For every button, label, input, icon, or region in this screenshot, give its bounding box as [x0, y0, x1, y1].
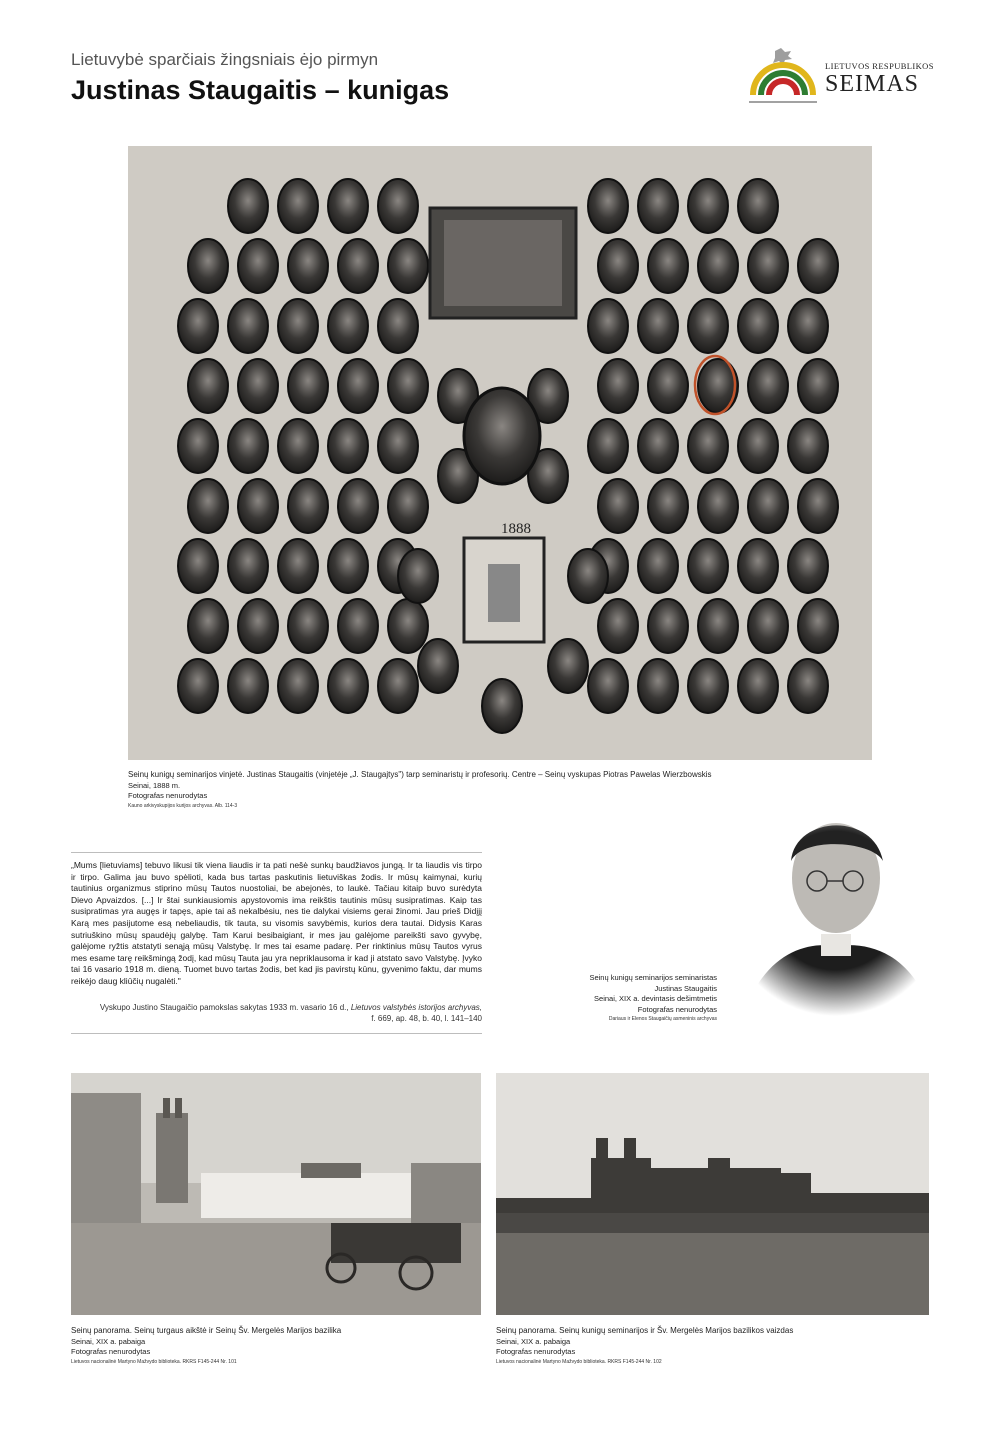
portrait-oval: [598, 239, 638, 293]
portrait-oval: [788, 419, 828, 473]
panorama1-caption: [71, 1326, 341, 1367]
vignette-caption-text: Seinų kunigų seminarijos vinjetė. Justinas Staugaitis (vinjetėje „J. Staugajtys") tarp seminaristų ir profesorių. Centre – Seinų vyskupas Piotras Pawelas Wierzbowskis: [128, 770, 712, 779]
panorama2-place-date: Seinai, XIX a. pabaiga: [496, 1336, 571, 1346]
panorama2-photographer: Fotografas nenurodytas: [496, 1347, 576, 1356]
panorama2-source: Lietuvos nacionalinė Martyno Mažvydo biblioteka. RKRS F145-244 Nr. 102: [496, 1358, 662, 1365]
panorama1-source: Lietuvos nacionalinė Martyno Mažvydo biblioteka. RKRS F145-244 Nr. 101: [71, 1358, 237, 1365]
portrait-oval: [598, 599, 638, 653]
portrait-oval: [328, 179, 368, 233]
portrait-oval: [588, 419, 628, 473]
quote-text: „Mums [lietuviams] tebuvo likusi tik viena liaudis ir ta pati nešė sunkų baudžiavos jungą. Ir ta liaudis vis tirpo ir tirpo. Galima jau buvo spėlioti, kada bus tartas paskutinis lietuviškas žodis. Ir mūsų kaimynai, kurių tautinius organizmus stiprino mūsų Tautos nuostoliai, be abejonės, to laukė. Tačiau kitaip buvo surėdyta Dievo Apvaizdos. [...] Ir štai sunkiausiomis apystovomis ima reikštis tautinis mūsų susipratimas. Kaip tas susipratimas yra augęs ir tapęs, apie tai aš nekalbėsiu, nes tie dalykai visiems gerai žinomi. Jau prieš Didįjį Karą mes pasijutome esą nebeliaudis, tik tauta, su visomis savybėmis, kurios dera tautai. Didysis Karas sutriuškino mūsų spaudėjų galybę. Tam Karui besibaigiant, ir mes jau galėjome pareikšti savo gyvybę, galėjome ryžtis atstatyti senąją mūsų Valstybę. Ir mes tai esame padarę. Per rinktinius mūsų Tautos vyrus mes esame tarę reikšmingą žodį, kad mūsų Tauta jau yra nepriklausoma ir kad ji atstato savo Valstybę. Įvyko tai 16 vasario 1918 m. dieną. Tuomet buvo tartas žodis, bet kad jis pavirstų kūnu, gyvenimo faktu, dar mums reikėjo daug kliūčių nugalėti.": [71, 860, 482, 986]
seimas-emblem-icon: [745, 47, 821, 107]
portrait-oval: [798, 239, 838, 293]
portrait-oval: [738, 299, 778, 353]
portrait-oval: [688, 539, 728, 593]
page-title: Justinas Staugaitis – kunigas: [71, 75, 450, 105]
portrait-oval: [482, 679, 522, 733]
vignette-place-date: Seinai, 1888 m.: [128, 780, 181, 790]
portrait-oval: [328, 419, 368, 473]
portrait-caption: [589, 973, 717, 1024]
portrait-oval: [748, 239, 788, 293]
portrait-oval: [788, 299, 828, 353]
portrait-place-date: Seinai, XIX a. devintasis dešimtmetis: [594, 994, 717, 1003]
logo-org: LIETUVOS RESPUBLIKOS: [825, 61, 934, 71]
portrait-oval: [748, 359, 788, 413]
portrait-oval: [278, 539, 318, 593]
panorama1-caption-text: Seinų panorama. Seinų turgaus aikštė ir Seinų Šv. Mergelės Marijos bazilika: [71, 1326, 342, 1335]
portrait-oval: [238, 359, 278, 413]
portrait-oval: [328, 539, 368, 593]
portrait-oval: [788, 539, 828, 593]
portrait-oval: [288, 359, 328, 413]
portrait-oval: [278, 419, 318, 473]
portrait-oval: [748, 599, 788, 653]
seminary-basilica-photo: [496, 1073, 929, 1315]
portrait-oval: [588, 299, 628, 353]
portrait-oval: [688, 419, 728, 473]
portrait-oval: [638, 659, 678, 713]
portrait-oval: [278, 179, 318, 233]
quote-source-line1: Vyskupo Justino Staugaičio pamokslas sakytas 1933 m. vasario 16 d.,: [99, 1002, 349, 1012]
portrait-oval: [698, 479, 738, 533]
portrait-oval: [288, 599, 328, 653]
divider: [71, 852, 482, 853]
portrait-oval: [648, 359, 688, 413]
portrait-oval: [418, 639, 458, 693]
portrait-oval: [738, 659, 778, 713]
portrait-oval: [568, 549, 608, 603]
portrait-oval: [278, 299, 318, 353]
staugaitis-portrait-photo: [733, 806, 938, 1016]
portrait-oval: [638, 419, 678, 473]
panorama2-caption-text: Seinų panorama. Seinų kunigų seminarijos ir Šv. Mergelės Marijos bazilikos vaizdas: [496, 1326, 794, 1335]
portrait-oval: [338, 479, 378, 533]
portrait-oval: [688, 179, 728, 233]
portrait-oval: [798, 599, 838, 653]
portrait-oval: [328, 659, 368, 713]
portrait-oval: [688, 299, 728, 353]
portrait-oval: [638, 179, 678, 233]
panorama2-caption: [496, 1326, 793, 1367]
vignette-year: 1888: [501, 521, 531, 537]
vignette-caption: [128, 770, 868, 811]
portrait-oval: [188, 359, 228, 413]
portrait-oval: [548, 639, 588, 693]
portrait-oval: [188, 239, 228, 293]
vignette-photographer: Fotografas nenurodytas: [128, 791, 208, 800]
portrait-oval: [798, 359, 838, 413]
vignette-source: Kauno arkivyskupijos kurijos archyvas. Alb. 114-3: [128, 802, 238, 809]
portrait-title: Seinų kunigų seminarijos seminaristas: [589, 973, 717, 982]
portrait-photographer: Fotografas nenurodytas: [637, 1004, 717, 1014]
quote-source-archive: Lietuvos valstybės istorijos archyvas,: [350, 1002, 482, 1012]
portrait-oval: [738, 179, 778, 233]
portrait-oval: [738, 539, 778, 593]
seminary-vignette-photo: [128, 146, 872, 760]
portrait-oval: [648, 479, 688, 533]
portrait-oval: [388, 239, 428, 293]
portrait-oval: [388, 479, 428, 533]
logo-name: SEIMAS: [825, 71, 920, 97]
sermon-quote: [71, 852, 482, 1034]
portrait-oval: [688, 659, 728, 713]
portrait-oval: [378, 659, 418, 713]
portrait-oval: [188, 479, 228, 533]
panorama1-place-date: Seinai, XIX a. pabaiga: [71, 1336, 146, 1346]
portrait-oval: [228, 539, 268, 593]
portrait-source: Dariaus ir Elenos Staugaičių asmeninis archyvas: [608, 1016, 717, 1022]
portrait-oval: [178, 419, 218, 473]
panorama1-photographer: Fotografas nenurodytas: [71, 1347, 151, 1356]
portrait-oval: [378, 419, 418, 473]
portrait-oval: [598, 479, 638, 533]
portrait-oval: [238, 599, 278, 653]
portrait-oval: [338, 599, 378, 653]
portrait-oval: [378, 179, 418, 233]
portrait-oval: [738, 419, 778, 473]
portrait-oval: [188, 599, 228, 653]
portrait-oval: [328, 299, 368, 353]
portrait-oval: [178, 659, 218, 713]
portrait-oval: [228, 659, 268, 713]
portrait-oval: [698, 599, 738, 653]
portrait-oval: [278, 659, 318, 713]
portrait-oval: [178, 539, 218, 593]
portrait-oval: [288, 239, 328, 293]
portrait-oval: [228, 299, 268, 353]
portrait-oval: [638, 539, 678, 593]
portrait-oval: [698, 239, 738, 293]
portrait-oval: [388, 599, 428, 653]
quote-source-line2: f. 669, ap. 48, b. 40, l. 141–140: [371, 1013, 482, 1023]
portrait-oval: [588, 659, 628, 713]
seimas-logo: [745, 47, 935, 107]
portrait-oval: [798, 479, 838, 533]
divider: [71, 1033, 482, 1034]
portrait-oval: [398, 549, 438, 603]
portrait-oval: [178, 299, 218, 353]
market-square-photo: [71, 1073, 481, 1315]
portrait-oval: [338, 239, 378, 293]
portrait-oval: [238, 479, 278, 533]
portrait-oval: [748, 479, 788, 533]
portrait-oval: [648, 599, 688, 653]
portrait-oval: [588, 179, 628, 233]
portrait-oval: [788, 659, 828, 713]
portrait-oval: [648, 239, 688, 293]
portrait-oval: [228, 179, 268, 233]
portrait-oval: [338, 359, 378, 413]
portrait-oval: [638, 299, 678, 353]
page-subtitle: Lietuvybė sparčiais žingsniais ėjo pirmyn: [71, 50, 379, 69]
portrait-oval: [378, 299, 418, 353]
portrait-name: Justinas Staugaitis: [654, 983, 717, 993]
portrait-oval: [238, 239, 278, 293]
portrait-oval: [228, 419, 268, 473]
portrait-oval: [288, 479, 328, 533]
portrait-oval: [388, 359, 428, 413]
quote-source: [71, 1002, 482, 1024]
portrait-oval: [598, 359, 638, 413]
